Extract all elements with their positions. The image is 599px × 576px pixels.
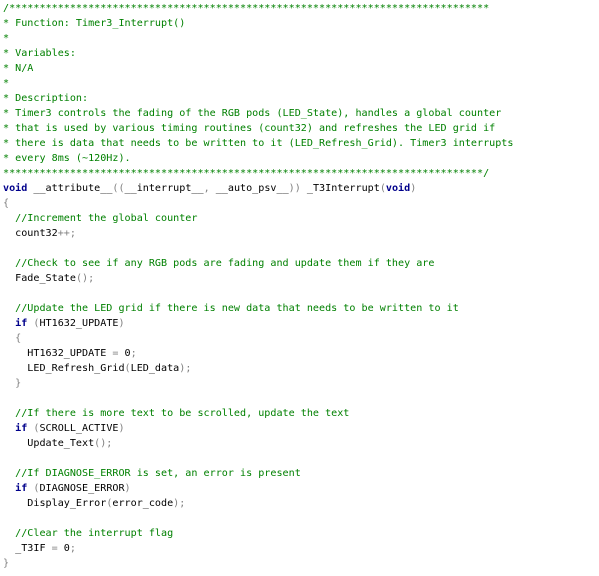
- code-token-text: HT1632_UPDATE: [3, 348, 113, 359]
- code-token-text: __attribute__: [27, 183, 113, 194]
- code-token-text: _T3Interrupt: [300, 183, 380, 194]
- code-token-comment: //If there is more text to be scrolled, update the text: [3, 408, 350, 419]
- code-token-op: )): [288, 183, 301, 194]
- code-line: [3, 376, 599, 391]
- code-token-keyword: if: [3, 423, 28, 434]
- code-line: [3, 211, 599, 226]
- code-token-text: __interrupt__: [124, 183, 204, 194]
- code-line: [3, 541, 599, 556]
- code-line: [3, 481, 599, 496]
- code-line: [3, 391, 599, 406]
- code-token-comment: * Timer3 controls the fading of the RGB pods (LED_State), handles a global counter: [3, 108, 502, 119]
- code-token-op: }: [3, 558, 10, 569]
- code-token-op: );: [173, 498, 186, 509]
- code-line: [3, 511, 599, 526]
- code-line: [3, 331, 599, 346]
- code-line: [3, 31, 599, 46]
- code-token-text: count32: [3, 228, 58, 239]
- code-token-text: 0: [118, 348, 131, 359]
- code-token-comment: * there is data that needs to be written to it (LED_Refresh_Grid). Timer3 interrupts: [3, 138, 514, 149]
- code-line: [3, 406, 599, 421]
- code-line: [3, 346, 599, 361]
- code-line: [3, 286, 599, 301]
- code-token-text: _T3IF: [3, 543, 52, 554]
- code-token-op: ): [124, 483, 131, 494]
- code-line: [3, 466, 599, 481]
- code-token-comment: //Increment the global counter: [3, 213, 198, 224]
- code-line: [3, 241, 599, 256]
- code-token-op: ();: [75, 273, 95, 284]
- code-line: [3, 1, 599, 16]
- code-token-text: Display_Error: [3, 498, 107, 509]
- code-line: [3, 361, 599, 376]
- code-line: [3, 451, 599, 466]
- code-token-op: =: [112, 348, 119, 359]
- code-token-comment: //Update the LED grid if there is new data that needs to be written to it: [3, 303, 459, 314]
- code-token-op: (: [33, 318, 40, 329]
- code-token-op: ): [410, 183, 417, 194]
- code-token-comment: *: [3, 78, 10, 89]
- code-token-comment: * Description:: [3, 93, 89, 104]
- code-token-text: HT1632_UPDATE: [39, 318, 119, 329]
- code-token-op: ;: [130, 348, 137, 359]
- code-token-op: ): [118, 318, 125, 329]
- code-line: [3, 76, 599, 91]
- code-token-op: ,: [203, 183, 210, 194]
- code-line: [3, 121, 599, 136]
- code-token-text: DIAGNOSE_ERROR: [39, 483, 125, 494]
- code-line: [3, 226, 599, 241]
- code-line: [3, 256, 599, 271]
- code-line: [3, 151, 599, 166]
- code-editor[interactable]: [3, 0, 599, 576]
- code-token-op: (: [33, 483, 40, 494]
- code-token-comment: * Variables:: [3, 48, 76, 59]
- code-token-keyword: if: [3, 318, 28, 329]
- code-token-op: ;: [69, 543, 76, 554]
- code-token-text: Update_Text: [3, 438, 95, 449]
- code-line: [3, 181, 599, 196]
- code-token-text: __auto_psv__: [209, 183, 289, 194]
- code-token-text: SCROLL_ACTIVE: [39, 423, 119, 434]
- code-token-text: LED_data: [130, 363, 180, 374]
- code-token-op: ((: [112, 183, 125, 194]
- code-token-op: (: [106, 498, 113, 509]
- code-line: [3, 526, 599, 541]
- code-line: [3, 271, 599, 286]
- code-line: [3, 61, 599, 76]
- code-token-comment: * Function: Timer3_Interrupt(): [3, 18, 186, 29]
- code-line: [3, 91, 599, 106]
- code-token-text: LED_Refresh_Grid: [3, 363, 125, 374]
- code-line: [3, 196, 599, 211]
- code-token-comment: /*******************************************************************************: [3, 3, 490, 14]
- code-token-keyword: void: [385, 183, 411, 194]
- code-token-keyword: void: [3, 183, 28, 194]
- code-token-op: (: [124, 363, 131, 374]
- code-token-op: );: [179, 363, 192, 374]
- code-token-text: 0: [57, 543, 70, 554]
- code-token-comment: //If DIAGNOSE_ERROR is set, an error is present: [3, 468, 301, 479]
- code-token-op: (: [33, 423, 40, 434]
- code-line: [3, 421, 599, 436]
- code-token-comment: *******************************************************************************/: [3, 168, 490, 179]
- code-line: [3, 496, 599, 511]
- code-line: [3, 106, 599, 121]
- code-token-op: }: [3, 378, 22, 389]
- code-line: [3, 16, 599, 31]
- code-token-keyword: if: [3, 483, 28, 494]
- code-token-comment: * every 8ms (~120Hz).: [3, 153, 131, 164]
- code-line: [3, 556, 599, 571]
- code-line: [3, 436, 599, 451]
- code-token-comment: //Clear the interrupt flag: [3, 528, 174, 539]
- code-token-comment: *: [3, 33, 10, 44]
- code-token-comment: * that is used by various timing routines (count32) and refreshes the LED grid if: [3, 123, 496, 134]
- code-token-op: {: [3, 198, 10, 209]
- code-token-op: ();: [94, 438, 113, 449]
- code-token-comment: //Check to see if any RGB pods are fading and update them if they are: [3, 258, 435, 269]
- code-token-text: error_code: [112, 498, 174, 509]
- code-token-op: {: [3, 333, 22, 344]
- code-token-text: Fade_State: [3, 273, 76, 284]
- code-token-op: ++;: [57, 228, 76, 239]
- code-token-op: ): [118, 423, 125, 434]
- code-line: [3, 316, 599, 331]
- code-line: [3, 46, 599, 61]
- code-token-op: (: [379, 183, 386, 194]
- code-line: [3, 166, 599, 181]
- code-line: [3, 136, 599, 151]
- code-token-comment: * N/A: [3, 63, 34, 74]
- code-line: [3, 301, 599, 316]
- code-token-op: =: [51, 543, 58, 554]
